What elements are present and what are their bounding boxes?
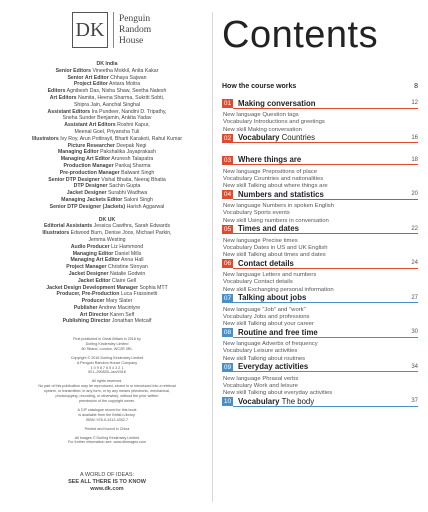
credit-role: Senior DTP Designer [48,176,100,183]
unit-detail-label: New skill [223,286,247,293]
credits-list [0,61,214,325]
unit-detail-label: Vocabulary [223,175,253,182]
credits-uk-heading: DK UK [98,216,116,223]
unit-detail-value: Contact details [253,279,293,286]
unit-number: 07 [223,294,232,302]
unit-entry [222,133,418,155]
credit-names: Shipra Jain, Aanchal Singhal [73,101,141,108]
credit-role: Producer [81,298,105,305]
credit-row [0,75,214,82]
unit-page-number: 12 [411,100,418,106]
unit-title-bar [233,190,418,200]
unit-detail-value: Dates in US and UK English [253,244,328,251]
publication-line: photocopying, recording, or otherwise), without the prior written [55,394,159,399]
credit-names: Agnibesh Das, Nisha Shaw, Seetha Natesh [66,88,167,95]
credit-role: Publishing Director [62,318,111,325]
unit-detail-label: New language [223,112,261,118]
unit-entry [222,258,418,293]
credit-row [0,204,214,211]
unit-detail-value: Exchanging personal information [247,286,334,293]
credit-row [0,271,214,278]
unit-detail-value: Numbers in spoken English [262,203,335,209]
unit-number: 02 [223,134,232,142]
credit-role: Project Manager [66,264,107,271]
credits-india-heading: DK India [96,61,118,67]
credit-names: Pankaj Sharma [115,162,151,169]
publication-line: All rights reserved. [91,379,123,384]
publication-line: system, or transmitted, in any form, or by any means (electronic, mechanical, [44,389,170,394]
unit-detail-value: Adverbs of frequency [261,341,318,347]
unit-detail-value: Talking about your career [247,321,314,328]
unit-page-number: 20 [411,191,418,197]
publication-line: 80 Strand, London, WC2R 0RL [81,346,133,351]
unit-detail-line [222,383,418,390]
unit-detail-line [222,238,418,245]
publication-line: Dorling Kindersley Limited [85,341,129,346]
credit-role: Senior DTP Designer (Jackets) [49,203,126,210]
dk-logo-mark: DK [72,12,108,48]
unit-number: 01 [223,100,232,107]
how-course-works-page: 8 [414,83,418,90]
credit-row [0,136,214,143]
publication-line: 001–290835–Jan/2016 [88,370,126,375]
publication-block [0,408,214,423]
credit-role: Project Editor [73,81,108,88]
credit-row [0,88,214,95]
unit-detail-value: Using numbers in conversation [247,217,329,224]
unit-heading[interactable] [222,258,418,269]
unit-title-bar [233,224,418,234]
unit-detail-line [222,119,418,126]
unit-title-main: Contact details [238,258,294,268]
unit-detail-label: New language [223,237,261,244]
unit-detail-line [222,112,418,119]
unit-detail-line [222,272,418,279]
credit-role: Managing Editor [57,149,99,156]
credit-role: Production Manager [63,162,114,169]
publication-line: is available from the British Library. [78,412,136,417]
unit-detail-label: New language [223,375,261,382]
unit-detail-value: Countries and nationalities [253,175,324,182]
credit-role: Pre-production Manager [59,169,120,176]
unit-detail-line [222,176,418,183]
unit-detail-label: Vocabulary [223,382,253,389]
credit-row [0,312,214,319]
credit-role: Managing Art Editor [70,257,120,264]
unit-detail-value: Sports events [253,210,290,217]
credit-names: Sneha Sunder Benjamin, Ankita Yadav [62,115,152,122]
unit-detail-value: Talking about where things are [247,183,328,190]
unit-heading[interactable] [222,327,418,338]
unit-page-number: 27 [411,294,418,301]
unit-title [238,328,318,337]
unit-title-bar [233,397,418,407]
footer-tagline-1: A WORLD OF IDEAS: [79,472,135,478]
unit-entry [222,327,418,362]
credit-row [0,257,214,264]
credit-role: Editorial Assistants [43,223,93,230]
unit-number: 06 [223,260,232,267]
credit-row [0,102,214,109]
credit-names: Antara Moitra [109,81,141,88]
unit-title-bar [233,328,418,338]
credit-role: Art Editors [49,94,77,101]
unit-detail-label: New language [223,341,261,347]
credit-names: Saloni Singh [123,196,153,203]
unit-detail-value: Jobs and professions [253,313,310,320]
credit-names: Ivy Roy, Arun Pottirayil, Bharti Karakoti, Rahul Kumar [60,135,183,142]
publication-info [0,337,214,449]
credit-names: Andrew Macintyre [98,304,141,311]
credit-row [0,95,214,102]
unit-title [238,190,324,199]
footer-url[interactable]: www.dk.com [90,486,124,492]
unit-heading[interactable] [222,224,418,235]
unit-page-number: 22 [411,225,418,232]
credit-names: Liz Hammond [111,243,144,250]
unit-detail-line [222,245,418,252]
publication-line: First published in Great Britain in 2016 by [73,337,141,341]
publication-block [0,337,214,352]
credit-names: Daniel Mills [114,250,142,257]
credit-names: Claire Gell [111,277,137,284]
unit-detail-line [222,376,418,383]
credit-row [0,291,214,298]
credit-role: Assistant Editors [47,108,91,115]
credit-role: Audio Producer [70,243,110,250]
unit-entry [222,293,418,328]
unit-heading[interactable] [222,133,418,144]
credit-role: Editors [47,88,66,95]
credit-row [0,278,214,285]
credit-row [0,305,214,312]
unit-detail-line [222,210,418,217]
credit-names: Pakshalika Jayaprakash [100,149,157,156]
unit-title [238,259,294,268]
unit-number: 08 [223,329,232,336]
footer-tagline-2: SEE ALL THERE IS TO KNOW [68,479,146,485]
unit-detail-value: Introductions and greetings [253,119,325,126]
how-course-works-label: How the course works [222,83,297,90]
credit-role: Illustrators [31,135,59,142]
unit-detail-value: Making conversation [247,126,302,133]
credit-role: Illustrators [42,230,70,237]
unit-title [238,397,314,406]
unit-entry [222,396,418,418]
credit-names: Roshni Kapur, [117,122,150,129]
credit-names: Meenal Goel, Priyansha Tuli [74,128,140,135]
credit-row [0,264,214,271]
publisher-logo [72,12,151,48]
unit-detail-label: New skill [223,183,247,190]
footer [0,472,214,493]
page-gutter [212,12,213,502]
unit-detail-line [222,203,418,210]
unit-title-bar [233,362,418,372]
credits-india [0,68,214,211]
unit-heading[interactable] [222,189,418,200]
publication-line: All images © Dorling Kindersley Limited [74,435,140,440]
unit-detail-line [222,169,418,176]
unit-title-main: Vocabulary [238,396,280,406]
unit-title-main: Vocabulary [238,133,280,142]
publication-line: ISBN: 978-0-2412-4352-7 [85,417,129,422]
unit-page-number: 24 [411,260,418,266]
credit-row [0,197,214,204]
credit-role: Jacket Design Development Manager [46,284,138,291]
credit-role: Jacket Designer [68,270,109,277]
unit-detail-line [222,307,418,314]
unit-title [238,224,299,233]
credit-row [0,109,214,116]
unit-detail-label: Vocabulary [223,210,253,217]
unit-detail-label: New skill [223,321,247,328]
credit-row [0,237,214,244]
unit-page-number: 30 [411,329,418,335]
unit-heading[interactable] [222,396,418,407]
credit-names: Mary Slater [105,298,133,305]
publication-line: A CIP catalogue record for this book [77,407,137,412]
credit-names: Natalie Godwin [110,270,146,277]
unit-detail-line [222,279,418,286]
publication-line: permission of the copyright owner. [79,398,135,403]
unit-title-main: Talking about jobs [238,293,307,302]
contents-page [222,0,418,512]
credit-row [0,190,214,197]
credit-role: Picture Researcher [67,142,115,149]
unit-entry [222,224,418,259]
units-list [222,98,418,418]
unit-number: 09 [223,363,232,371]
unit-heading[interactable] [222,362,418,373]
unit-title-main: Making conversation [238,98,316,108]
unit-title [238,362,308,371]
credit-row [0,122,214,129]
credit-row [0,156,214,163]
credit-role: Jacket Editor [77,277,111,284]
credit-names: Sachin Gupta [108,183,141,190]
unit-detail-line [222,314,418,321]
credit-names: Luca Frassinetti [120,291,158,298]
credit-role: Publisher [73,304,98,311]
unit-page-number: 37 [411,398,418,404]
credit-names: Christine Stroyan [108,264,148,271]
credit-names: Harish Aggarwal [126,203,165,210]
unit-detail-label: New skill [223,126,247,133]
credit-row [0,115,214,122]
credit-row [0,298,214,305]
unit-heading[interactable] [222,98,418,109]
unit-title [238,293,306,302]
credit-names: Edwood Burn, Denise Joos, Michael Parkin, [70,230,172,237]
publication-block [0,379,214,404]
unit-detail-value: Talking about everyday activities [247,390,333,397]
credit-names: Jonathan Metcalf [111,318,152,325]
unit-detail-value: Talking about routines [247,355,306,362]
unit-heading[interactable] [222,155,418,166]
credit-role: Art Director [79,311,109,318]
credit-names: Vishal Bhatia, Neeraj Bhatia [101,176,166,183]
credit-row [0,163,214,170]
unit-page-number: 34 [411,363,418,370]
unit-title-main: Numbers and statistics [238,189,324,199]
publication-line: A Penguin Random House Company [76,360,138,365]
credit-names: Jemma Westing [88,236,126,243]
unit-title-main: Times and dates [238,224,299,233]
credit-names: Vineetha Mokkil, Anita Kakar [92,67,159,74]
publication-block [0,436,214,446]
credit-row [0,183,214,190]
unit-detail-value: Prepositions of place [262,168,317,175]
publication-line: 1 0 9 8 7 6 5 4 3 2 1 [90,365,124,370]
logo-divider [113,12,114,48]
publication-block [0,356,214,376]
how-course-works-entry[interactable] [222,83,418,90]
credit-role: Senior Art Editor [67,74,109,81]
credit-names: Arunesh Talapatra [111,156,154,163]
unit-title-bar [233,259,418,269]
unit-detail-label: Vocabulary [223,279,253,286]
unit-detail-value: Precise times [262,237,298,244]
unit-detail-value: Phrasal verbs [262,375,299,382]
credit-role: Managing Art Editor [60,156,111,163]
unit-number: 10 [223,398,232,405]
unit-detail-value: "Job" and "work" [262,306,306,313]
unit-detail-value: Talking about times and dates [247,252,326,259]
unit-detail-label: New language [223,306,261,313]
credit-names: Balwant Singh [121,169,155,176]
unit-detail-label: Vocabulary [223,244,253,251]
credit-row [0,223,214,230]
credit-row [0,230,214,237]
credit-row [0,318,214,325]
unit-detail-value: Work and leisure [253,382,298,389]
credit-names: Deepak Negi [116,142,147,149]
logo-wordmark: Penguin Random House [119,13,152,46]
publication-line: No part of this publication may be reproduced, stored in or introduced into a retrieval [38,384,176,389]
credit-role: Assistant Art Editors [64,122,116,129]
credit-names: Karen Self [110,311,135,318]
unit-title [238,99,316,108]
credit-row [0,81,214,88]
credit-role: Senior Editors [55,67,92,74]
credits-uk [0,223,214,325]
publication-line: Copyright © 2016 Dorling Kindersley Limited [70,355,144,360]
credit-row [0,143,214,150]
credit-role: DTP Designer [73,183,108,190]
unit-title-main: Routine and free time [238,327,318,337]
publication-block [0,427,214,432]
credit-row [0,170,214,177]
unit-detail-label: New skill [223,217,247,224]
unit-entry [222,362,418,397]
unit-detail-label: New language [223,272,261,278]
page-title: Contents [222,14,379,56]
unit-detail-label: New language [223,168,261,175]
credit-role: Managing Jackets Editor [61,196,123,203]
unit-title-topic: The body [281,396,315,406]
credit-names: Ira Pundeer, Nandini D. Tripathy, [91,108,167,115]
credit-row [0,68,214,75]
unit-entry [222,189,418,224]
unit-page-number: 16 [411,134,418,141]
unit-title [238,155,301,164]
credit-role: Managing Editor [72,250,114,257]
credit-row [0,177,214,184]
unit-heading[interactable] [222,293,418,304]
credit-names: Namita, Heena Sharma, Sukriti Sobti, [78,94,165,101]
credit-role: Jacket Designer [66,190,107,197]
credit-row [0,149,214,156]
unit-number: 04 [223,191,232,198]
credit-names: Surabhi Wadhwa [107,190,148,197]
unit-title-bar [233,99,418,109]
unit-title-bar [233,133,418,143]
unit-entry [222,155,418,190]
credit-names: Jessica Cawthra, Sarah Edwards [93,223,171,230]
unit-detail-value: Question tags [262,112,299,118]
credit-row [0,251,214,258]
unit-detail-value: Letters and numbers [262,272,317,278]
unit-title-bar [233,155,418,165]
credit-row [0,129,214,136]
unit-title-main: Everyday activities [238,362,309,371]
credit-role: Producer, Pre-Production [56,291,120,298]
unit-detail-label: Vocabulary [223,313,253,320]
unit-detail-label: New skill [223,252,247,259]
credit-names: Chhaya Sajwan [110,74,147,81]
unit-page-number: 18 [411,156,418,163]
publication-line: For further information see: www.dkimages.com [67,440,147,445]
unit-number: 05 [223,225,232,233]
unit-detail-value: Leisure activities [253,348,298,355]
unit-detail-line [222,341,418,348]
unit-detail-label: Vocabulary [223,119,253,126]
credit-row [0,244,214,251]
unit-detail-label: Vocabulary [223,348,253,355]
unit-number: 03 [223,156,232,164]
unit-title-main: Where things are [238,155,302,164]
credit-row [0,285,214,292]
unit-detail-line [222,348,418,355]
unit-entry [222,98,418,133]
publication-line: Printed and bound in China [84,426,130,431]
unit-detail-label: New skill [223,390,247,397]
credit-names: Anna Hall [121,257,144,264]
unit-title [238,133,315,142]
credit-names: Sophia MTT [139,284,168,291]
unit-title-topic: Countries [281,133,316,142]
unit-title-bar [233,293,418,303]
unit-detail-label: New skill [223,355,247,362]
unit-detail-label: New language [223,203,261,209]
